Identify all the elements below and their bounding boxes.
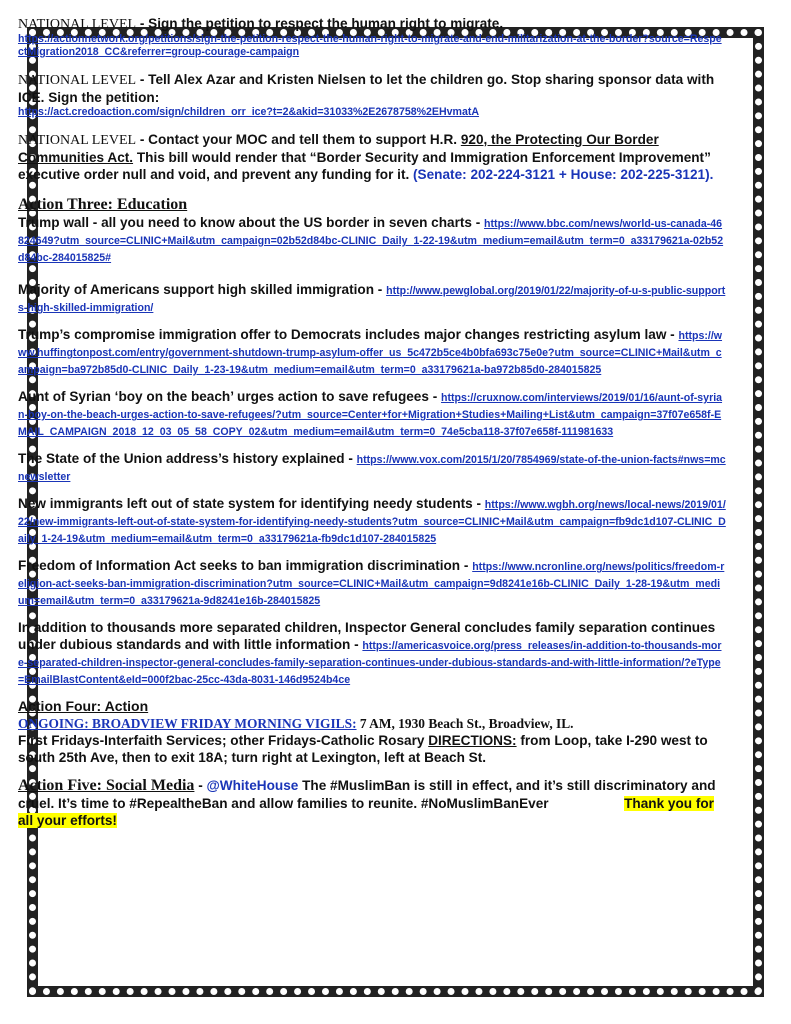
action-four-heading: Action Four: Action bbox=[18, 698, 149, 714]
vigil-services: First Fridays-Interfaith Services; other Fridays-Catholic Rosary bbox=[18, 733, 429, 748]
national-level-label: NATIONAL LEVEL bbox=[18, 17, 137, 32]
education-item-title: Aunt of Syrian ‘boy on the beach’ urges action to save refugees - bbox=[18, 389, 442, 404]
education-item-title: The State of the Union address’s history explained - bbox=[18, 451, 357, 466]
whitehouse-handle[interactable]: @WhiteHouse bbox=[206, 778, 299, 793]
bill-name: 920, the Protecting Our Border Communities Act. bbox=[18, 132, 659, 165]
action-three-heading: Action Three: Education bbox=[18, 196, 188, 213]
education-item-link[interactable]: http://www.pewglobal.org/2019/01/22/majority-of-u-s-public-supports-high-skilled-immigration/ bbox=[18, 285, 726, 314]
national-petition-1 bbox=[18, 15, 726, 59]
petition-link[interactable]: https://actionnetwork.org/petitions/sign-the-petition-respect-the-human-right-to-migrate-and-end-militarization-at-the-border?source=RespectMigration2018_CC&referrer=group-courage-campaign bbox=[18, 33, 722, 58]
education-item bbox=[18, 495, 726, 546]
vigil-info bbox=[18, 715, 726, 766]
education-item bbox=[18, 281, 726, 315]
spacer bbox=[549, 796, 625, 811]
education-item bbox=[18, 214, 726, 265]
education-item-link[interactable]: https://cruxnow.com/interviews/2019/01/16/aunt-of-syrian-boy-on-the-beach-urges-action-to-save-refugees/?utm_source=Center+for+Migration+Studies+Mailing+List&utm_campaign=37f07e658f-EMAIL_CAMPAIGN_2018_12_03_05_58_COPY_02&utm_medium=email&utm_term=0_74e5cba118-37f07e658f-111981633 bbox=[18, 392, 723, 438]
education-item bbox=[18, 557, 726, 608]
petition-text: - Sign the petition to respect the human right to migrate. bbox=[136, 16, 504, 31]
vigil-title: ONGOING: BROADVIEW FRIDAY MORNING VIGILS: bbox=[18, 716, 357, 731]
national-level-label: NATIONAL LEVEL bbox=[18, 73, 137, 88]
national-moc bbox=[18, 131, 726, 183]
action-five bbox=[18, 776, 726, 829]
thanks-note: Thank you for all your efforts! bbox=[18, 796, 714, 828]
education-item-link[interactable]: https://www.huffingtonpost.com/entry/government-shutdown-trump-asylum-offer_us_5c472b5ce4b0bfa693c75e0e?utm_source=CLINIC+Mail&utm_campaign=ba972b85d0-CLINIC_Daily_1-23-19&utm_medium=email&utm_term=0_a33179621a-ba972b85d0-284015825 bbox=[18, 330, 723, 376]
directions-text: from Loop, take I-290 west to south 25th Ave, then to exit 18A; turn right at Lexington, left at Beach St. bbox=[18, 733, 708, 765]
document-body bbox=[18, 15, 726, 829]
action-three bbox=[18, 195, 726, 687]
national-petition-2 bbox=[18, 71, 726, 119]
education-item-link[interactable]: https://www.bbc.com/news/world-us-canada-46824649?utm_source=CLINIC+Mail&utm_campaign=02b52d84bc-CLINIC_Daily_1-22-19&utm_medium=email&utm_term=0_a33179621a-02b52d84bc-284015825# bbox=[18, 218, 724, 264]
action-five-heading: Action Five: Social Media bbox=[18, 777, 195, 794]
social-text: The #MuslimBan is still in effect, and it’s still discriminatory and cruel. It’s time to #RepealtheBan and allow families to reunite. #NoMuslimBanEver bbox=[18, 778, 716, 811]
directions-label: DIRECTIONS: bbox=[428, 733, 517, 748]
education-list bbox=[18, 214, 726, 687]
dash: - bbox=[194, 778, 207, 793]
moc-text-2: This bill would render that “Border Security and Immigration Enforcement Improvement” executive order null and void, and prevent any funding for it. bbox=[18, 150, 711, 182]
education-item-title: Freedom of Information Act seeks to ban immigration discrimination - bbox=[18, 558, 473, 573]
education-item-title: New immigrants left out of state system for identifying needy students - bbox=[18, 496, 485, 511]
vigil-detail: 7 AM, 1930 Beach St., Broadview, IL. bbox=[356, 716, 574, 731]
phone-numbers: (Senate: 202-224-3121 + House: 202-225-3121). bbox=[413, 167, 714, 182]
education-item-link[interactable]: https://www.vox.com/2015/1/20/7854969/state-of-the-union-facts#nws=mcnewsletter bbox=[18, 454, 726, 483]
moc-text: - Contact your MOC and tell them to support H.R. bbox=[136, 132, 461, 147]
education-item bbox=[18, 450, 726, 484]
petition-text: - Tell Alex Azar and Kristen Nielsen to let the children go. Stop sharing sponsor data with ICE. Sign the petition: bbox=[18, 72, 715, 105]
education-item-link[interactable]: https://www.ncronline.org/news/politics/freedom-religion-act-seeks-ban-immigration-discrimination?utm_source=CLINIC+Mail&utm_campaign=9d8241e16b-CLINIC_Daily_1-28-19&utm_medium=email&utm_term=0_a33179621a-9d8241e16b-284015825 bbox=[18, 561, 725, 607]
education-item-title: In addition to thousands more separated children, Inspector General concludes family separation continues under dubious standards and with little information - bbox=[18, 620, 716, 652]
education-item bbox=[18, 619, 726, 687]
education-item-link[interactable]: https://www.wgbh.org/news/local-news/2019/01/22/new-immigrants-left-out-of-state-system-for-identifying-needy-students?utm_source=CLINIC+Mail&utm_campaign=fb9dc1d107-CLINIC_Daily_1-24-19&utm_medium=email&utm_term=0_a33179621a-fb9dc1d107-284015825 bbox=[18, 499, 726, 545]
education-item-title: Trump wall - all you need to know about the US border in seven charts - bbox=[18, 215, 485, 230]
national-level-label: NATIONAL LEVEL bbox=[18, 133, 137, 148]
education-item-link[interactable]: https://americasvoice.org/press_releases/in-addition-to-thousands-more-separated-children-inspector-general-concludes-family-separation-continues-under-dubious-standards-and-with-little-information/?eType=EmailBlastContent&eId=000f2bac-25cc-43da-8031-146d9524b4ce bbox=[18, 640, 722, 686]
education-item bbox=[18, 388, 726, 439]
petition-link[interactable]: https://act.credoaction.com/sign/children_orr_ice?t=2&akid=31033%2E2678758%2EHvmatA bbox=[18, 106, 480, 118]
action-four bbox=[18, 698, 726, 766]
education-item bbox=[18, 326, 726, 377]
education-item-title: Majority of Americans support high skilled immigration - bbox=[18, 282, 387, 297]
education-item-title: Trump’s compromise immigration offer to Democrats includes major changes restricting asylum law - bbox=[18, 327, 679, 342]
